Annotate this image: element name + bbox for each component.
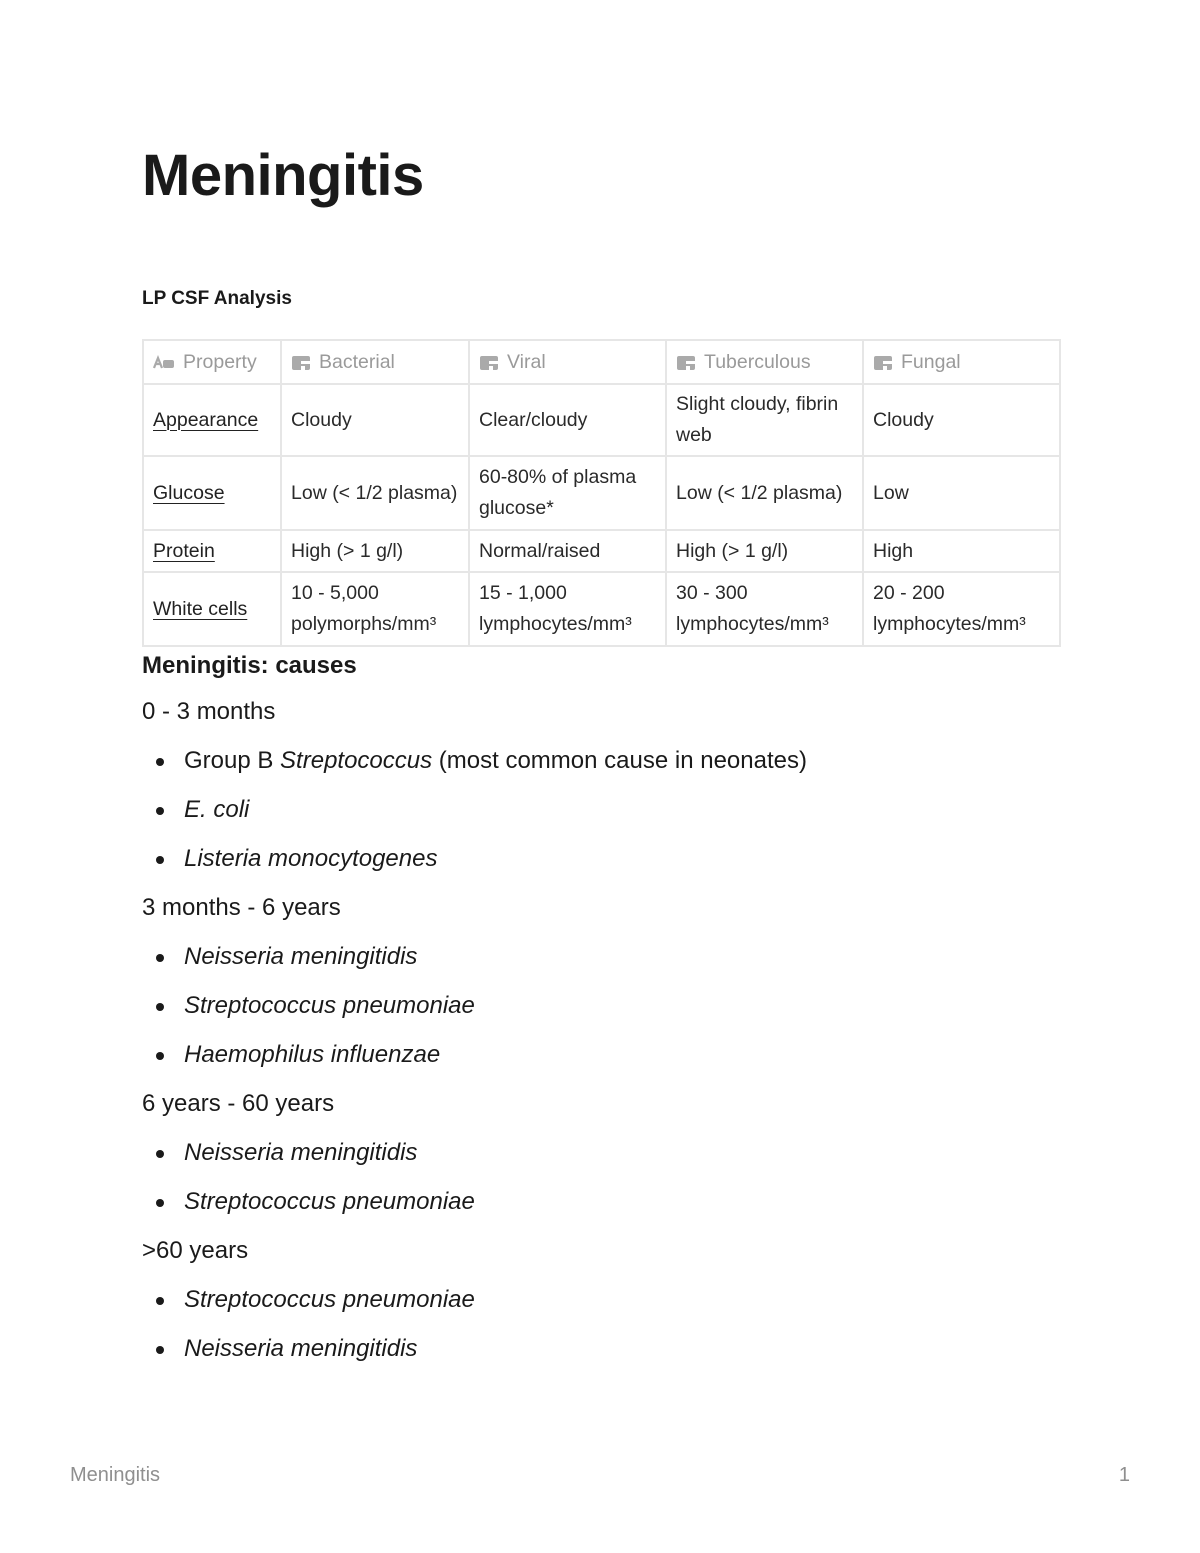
property-link-glucose[interactable]: Glucose	[153, 481, 225, 504]
organism-name: Neisseria meningitidis	[184, 943, 418, 970]
bacterial-cell[interactable]: 10 - 5,000 polymorphs/mm³	[281, 572, 469, 646]
column-header-label: Property	[183, 350, 257, 373]
select-property-icon	[873, 355, 893, 371]
csf-analysis-table	[142, 339, 1061, 647]
column-header-bacterial[interactable]	[281, 340, 469, 384]
list-item	[142, 1332, 1042, 1381]
column-header-label: Bacterial	[319, 350, 395, 373]
select-property-icon	[291, 355, 311, 371]
select-property-icon	[479, 355, 499, 371]
property-cell[interactable]	[143, 456, 281, 530]
bacterial-cell[interactable]: Cloudy	[281, 384, 469, 456]
causes-section	[142, 695, 1042, 1381]
table-header-row	[143, 340, 1060, 384]
footer-title: Meningitis	[70, 1464, 161, 1486]
select-property-icon	[676, 355, 696, 371]
tuberculous-cell[interactable]: Low (< 1/2 plasma)	[666, 456, 863, 530]
cause-list	[142, 940, 1042, 1087]
bullet-icon	[156, 954, 164, 962]
section-label: LP CSF Analysis	[142, 288, 292, 309]
viral-cell[interactable]: Clear/cloudy	[469, 384, 666, 456]
table-row-protein	[143, 530, 1060, 572]
bullet-icon	[156, 1003, 164, 1011]
organism-name: Streptococcus	[280, 747, 433, 774]
cause-list	[142, 1136, 1042, 1234]
column-header-label: Viral	[507, 350, 546, 373]
bullet-icon	[156, 1199, 164, 1207]
organism-name: Listeria monocytogenes	[184, 845, 438, 872]
fungal-cell[interactable]: 20 - 200 lymphocytes/mm³	[863, 572, 1060, 646]
organism-name: Neisseria meningitidis	[184, 1335, 418, 1362]
viral-cell[interactable]: 60-80% of plasma glucose*	[469, 456, 666, 530]
list-item	[142, 1038, 1042, 1087]
tuberculous-cell[interactable]: High (> 1 g/l)	[666, 530, 863, 572]
fungal-cell[interactable]: Cloudy	[863, 384, 1060, 456]
list-item	[142, 989, 1042, 1038]
page-title: Meningitis	[142, 143, 424, 208]
bullet-icon	[156, 1150, 164, 1158]
bullet-icon	[156, 758, 164, 766]
text-property-icon	[153, 355, 175, 371]
cause-list	[142, 1283, 1042, 1381]
property-cell[interactable]	[143, 384, 281, 456]
table-row-glucose	[143, 456, 1060, 530]
age-group-heading: 0 - 3 months	[142, 698, 276, 725]
list-item	[142, 842, 1042, 891]
cause-list	[142, 744, 1042, 891]
fungal-cell[interactable]: High	[863, 530, 1060, 572]
table-row-white-cells	[143, 572, 1060, 646]
organism-name: Neisseria meningitidis	[184, 1139, 418, 1166]
column-header-fungal[interactable]	[863, 340, 1060, 384]
tuberculous-cell[interactable]: 30 - 300 lymphocytes/mm³	[666, 572, 863, 646]
property-link-protein[interactable]: Protein	[153, 539, 215, 562]
list-item	[142, 1283, 1042, 1332]
bullet-icon	[156, 856, 164, 864]
column-header-property[interactable]	[143, 340, 281, 384]
causes-heading: Meningitis: causes	[142, 652, 357, 679]
list-item	[142, 940, 1042, 989]
table-row-appearance	[143, 384, 1060, 456]
organism-name: Streptococcus pneumoniae	[184, 1286, 475, 1313]
cause-prefix: Group B	[184, 747, 281, 774]
viral-cell[interactable]: Normal/raised	[469, 530, 666, 572]
list-item	[142, 744, 1042, 793]
column-header-label: Fungal	[901, 350, 961, 373]
viral-cell[interactable]: 15 - 1,000 lymphocytes/mm³	[469, 572, 666, 646]
age-group-heading: 6 years - 60 years	[142, 1090, 335, 1117]
organism-name: Streptococcus pneumoniae	[184, 992, 475, 1019]
list-item	[142, 1136, 1042, 1185]
bullet-icon	[156, 1052, 164, 1060]
property-link-white-cells[interactable]: White cells	[153, 597, 248, 620]
list-item	[142, 1185, 1042, 1234]
cause-note: (most common cause in neonates)	[432, 747, 807, 774]
page-number: 1	[1118, 1464, 1130, 1486]
bacterial-cell[interactable]: Low (< 1/2 plasma)	[281, 456, 469, 530]
property-link-appearance[interactable]: Appearance	[153, 408, 259, 431]
property-cell[interactable]	[143, 572, 281, 646]
column-header-viral[interactable]	[469, 340, 666, 384]
organism-name: Haemophilus influenzae	[184, 1041, 441, 1068]
bullet-icon	[156, 1346, 164, 1354]
property-cell[interactable]	[143, 530, 281, 572]
bullet-icon	[156, 1297, 164, 1305]
tuberculous-cell[interactable]: Slight cloudy, fibrin web	[666, 384, 863, 456]
age-group-heading: 3 months - 6 years	[142, 894, 341, 921]
age-group-heading: >60 years	[142, 1237, 249, 1264]
organism-name: Streptococcus pneumoniae	[184, 1188, 475, 1215]
column-header-label: Tuberculous	[704, 350, 811, 373]
fungal-cell[interactable]: Low	[863, 456, 1060, 530]
list-item	[142, 793, 1042, 842]
organism-name: E. coli	[184, 796, 250, 823]
column-header-tuberculous[interactable]	[666, 340, 863, 384]
bacterial-cell[interactable]: High (> 1 g/l)	[281, 530, 469, 572]
bullet-icon	[156, 807, 164, 815]
